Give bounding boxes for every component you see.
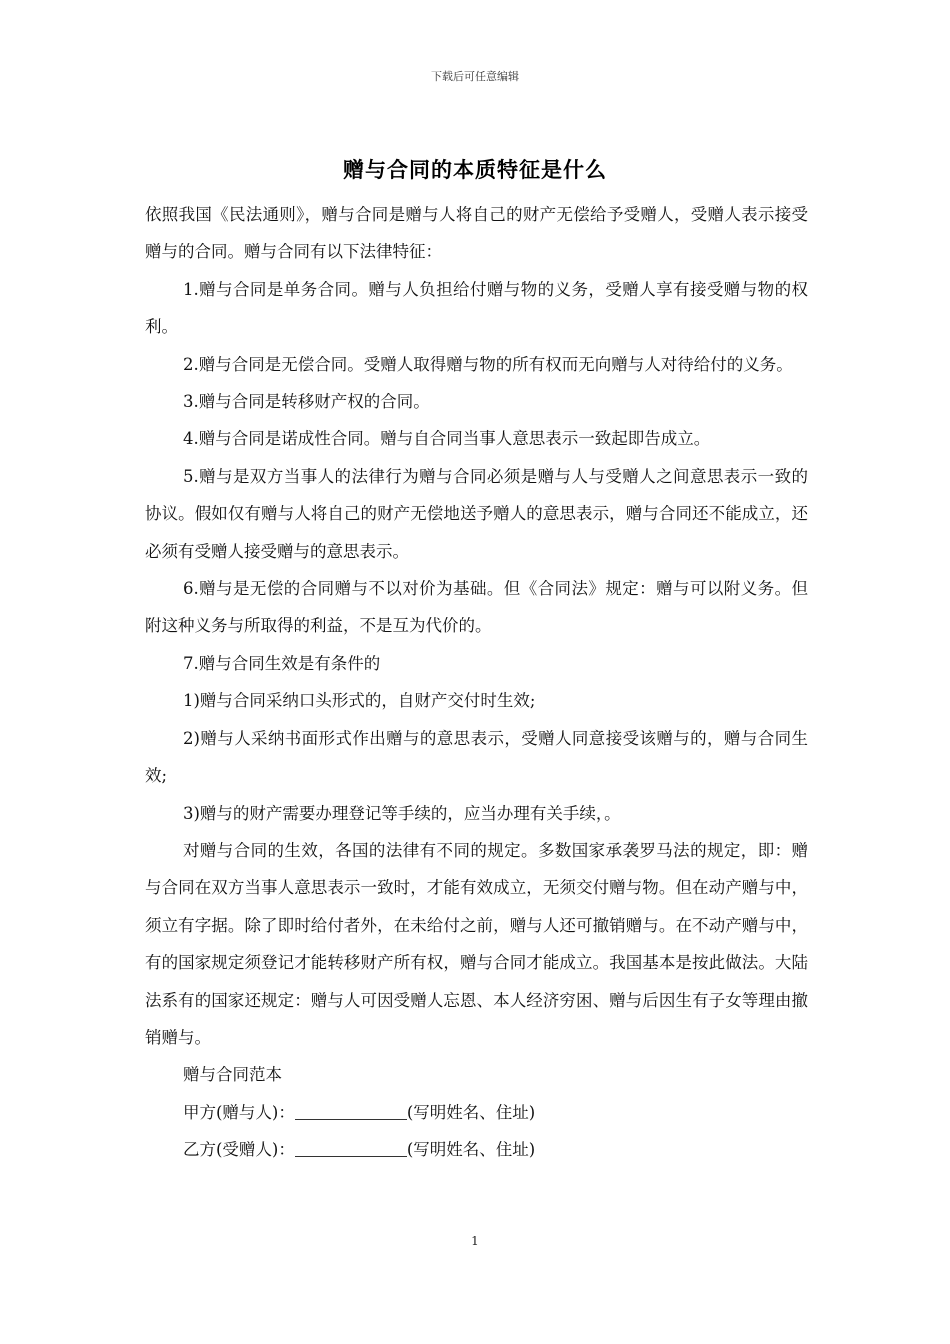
feature-5: 5.赠与是双方当事人的法律行为赠与合同必须是赠与人与受赠人之间意思表示一致的协议。假如仅有赠与人将自己的财产无偿地送予赠人的意思表示，赠与合同还不能成立，还必须有受赠人接受赠与的意思表示。 bbox=[145, 466, 808, 561]
party-a-label: 甲方(赠与人)： bbox=[183, 1102, 295, 1122]
feature-3: 3.赠与合同是转移财产权的合同。 bbox=[183, 392, 430, 412]
intro-paragraph: 依照我国《民法通则》，赠与合同是赠与人将自己的财产无偿给予受赠人，受赠人表示接受赠与的合同。赠与合同有以下法律特征： bbox=[145, 205, 808, 262]
party-a-blank bbox=[295, 1101, 407, 1120]
document-title: 赠与合同的本质特征是什么 bbox=[343, 158, 607, 182]
effectiveness-paragraph: 对赠与合同的生效，各国的法律有不同的规定。多数国家承袭罗马法的规定，即：赠与合同在双方当事人意思表示一致时，才能有效成立，无须交付赠与物。但在动产赠与中，须立有字据。除了即时给付者外，在未给付之前，赠与人还可撤销赠与。在不动产赠与中，有的国家规定须登记才能转移财产所有权，赠与合同才能成立。我国基本是按此做法。大陆法系有的国家还规定：赠与人可因受赠人忘恩、本人经济穷困、赠与后因生有子女等理由撤销赠与。 bbox=[145, 840, 808, 1047]
page-header: 下载后可任意编辑 bbox=[431, 70, 519, 83]
condition-2: 2)赠与人采纳书面形式作出赠与的意思表示，受赠人同意接受该赠与的，赠与合同生效; bbox=[145, 728, 808, 786]
party-b-line bbox=[145, 1131, 808, 1168]
party-b-blank bbox=[295, 1138, 407, 1157]
document-body bbox=[145, 196, 808, 1169]
party-a-note: (写明姓名、住址) bbox=[406, 1102, 536, 1122]
feature-7: 7.赠与合同生效是有条件的 bbox=[183, 653, 381, 673]
template-heading: 赠与合同范本 bbox=[183, 1065, 282, 1085]
feature-2: 2.赠与合同是无偿合同。受赠人取得赠与物的所有权而无向赠与人对待给付的义务。 bbox=[183, 354, 793, 374]
feature-4: 4.赠与合同是诺成性合同。赠与自合同当事人意思表示一致起即告成立。 bbox=[183, 429, 711, 449]
party-a-line bbox=[145, 1094, 808, 1131]
page-number: 1 bbox=[471, 1234, 479, 1248]
feature-6: 6.赠与是无偿的合同赠与不以对价为基础。但《合同法》规定：赠与可以附义务。但附这种义务与所取得的利益，不是互为代价的。 bbox=[145, 579, 808, 636]
party-b-label: 乙方(受赠人)： bbox=[183, 1140, 295, 1160]
party-b-note: (写明姓名、住址) bbox=[406, 1140, 536, 1160]
feature-1: 1.赠与合同是单务合同。赠与人负担给付赠与物的义务，受赠人享有接受赠与物的权利。 bbox=[145, 279, 808, 337]
condition-1: 1)赠与合同采纳口头形式的，自财产交付时生效; bbox=[183, 691, 536, 711]
condition-3: 3)赠与的财产需要办理登记等手续的，应当办理有关手续，。 bbox=[183, 803, 621, 823]
